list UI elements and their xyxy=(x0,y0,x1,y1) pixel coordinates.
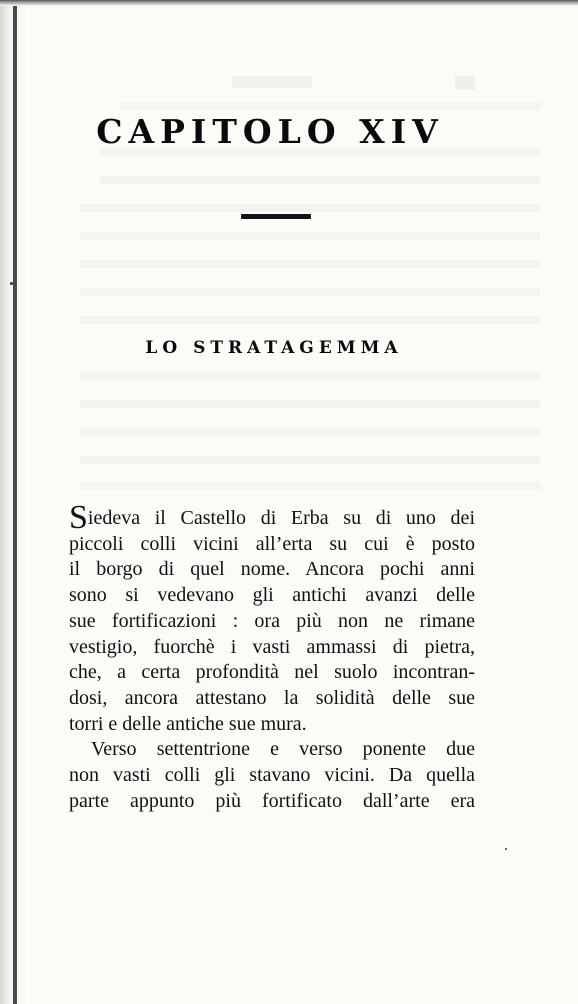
text-line: che, a certa profondità nel suolo incontran- xyxy=(69,661,475,684)
text-line: vestigio, fuorchè i vasti ammassi di pietra, xyxy=(69,635,475,658)
title-rule xyxy=(241,214,311,219)
text-line: dosi, ancora attestano la solidità delle sue xyxy=(69,686,475,709)
text-line: parte appunto più fortificato dall’arte era xyxy=(69,789,475,812)
ink-speck xyxy=(10,282,13,285)
text-line: Verso settentrione e verso ponente due xyxy=(91,738,475,761)
text-line: Siedeva il Castello di Erba su di uno dei xyxy=(69,499,475,536)
text-line: sono si vedevano gli antichi avanzi delle xyxy=(69,584,475,607)
text-line: sue fortificazioni : ora più non ne rimane xyxy=(69,609,475,632)
body-text xyxy=(69,499,475,814)
section-title: LO STRATAGEMMA xyxy=(145,338,403,358)
paragraph xyxy=(69,737,475,814)
text-line: torri e delle antiche sue mura. xyxy=(69,712,307,735)
ink-speck xyxy=(505,848,507,850)
text-line: non vasti colli gli stavano vicini. Da quella xyxy=(69,764,475,787)
text-line: il borgo di quel nome. Ancora pochi anni xyxy=(69,558,475,581)
chapter-title: CAPITOLO XIV xyxy=(96,112,444,151)
paragraph xyxy=(69,499,475,737)
initial-letter: S xyxy=(69,499,88,536)
page-top-edge xyxy=(0,0,578,6)
text-line: piccoli colli vicini all’erta su cui è posto xyxy=(69,532,475,555)
